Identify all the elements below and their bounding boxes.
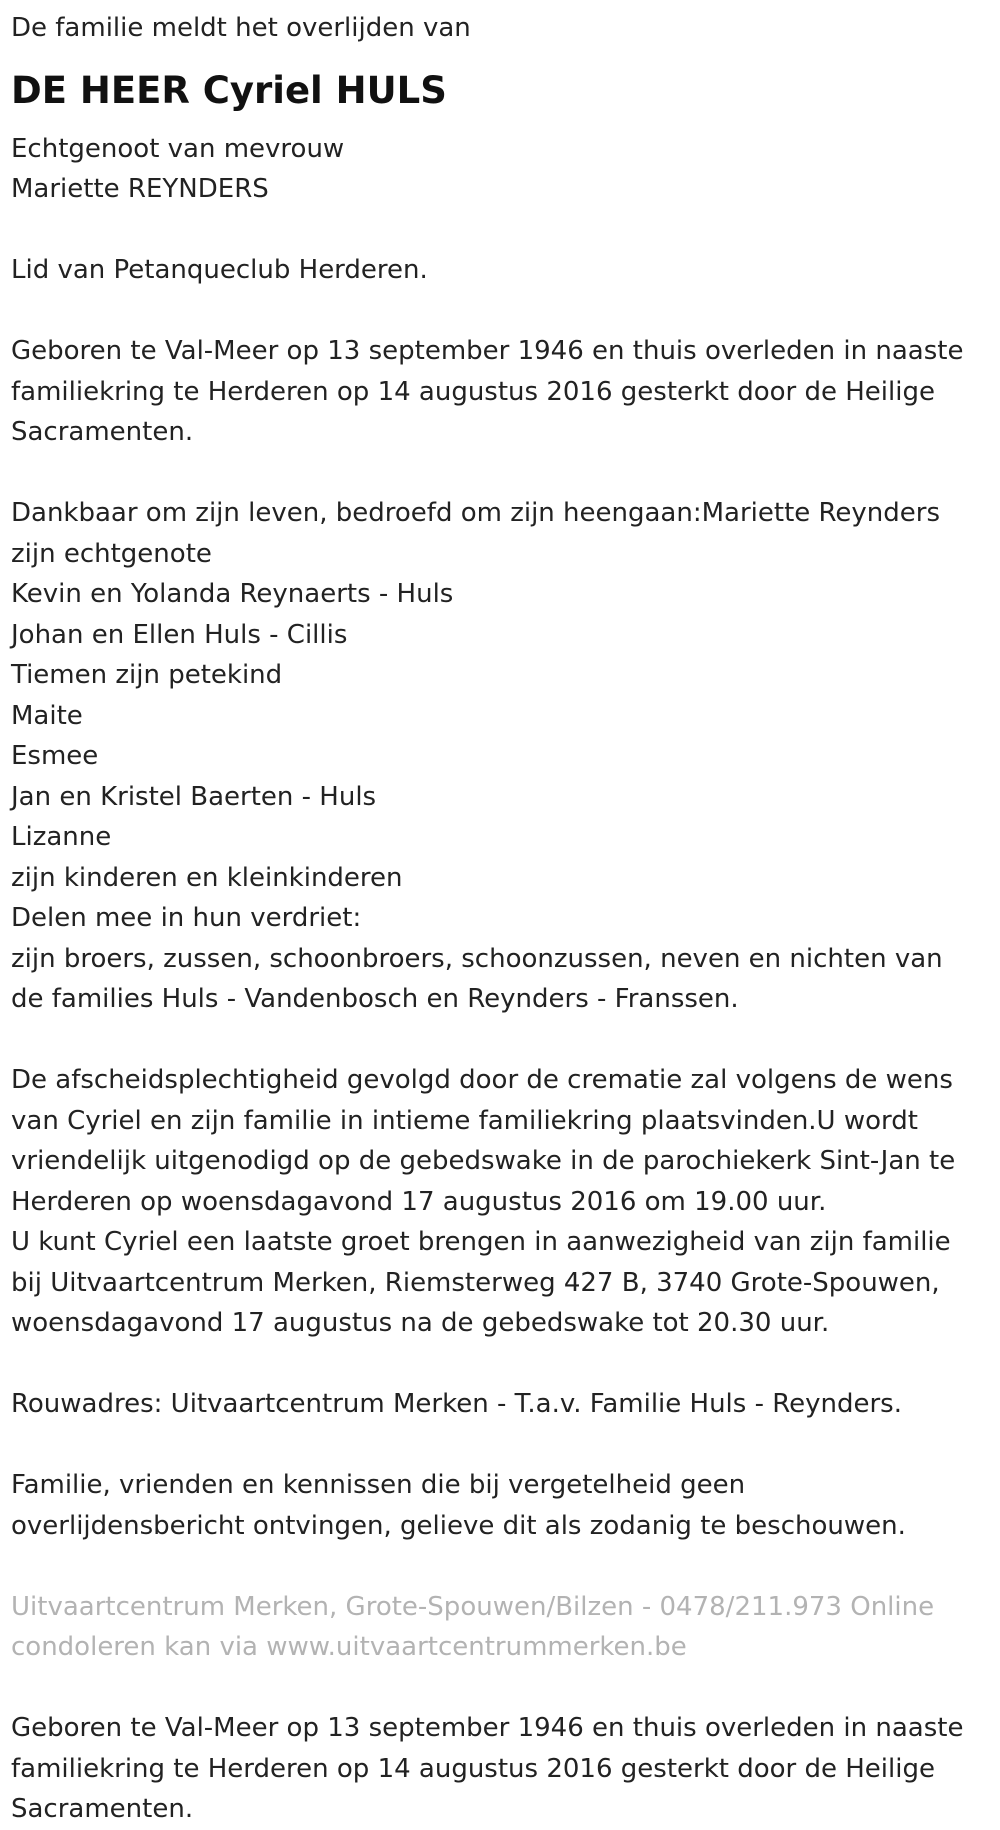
ceremony-line: woensdagavond 17 augustus na de gebedswake tot 20.30 uur.	[11, 1308, 830, 1338]
birth-death-line: familiekring te Herderen op 14 augustus 2016 gesterkt door de Heilige	[11, 1753, 935, 1784]
birth-death-line: Geboren te Val-Meer op 13 september 1946 en thuis overleden in naaste	[11, 336, 964, 366]
intro-text: De familie meldt het overlijden van	[11, 13, 471, 43]
mourning-address: Rouwadres: Uitvaartcentrum Merken - T.a.v. Familie Huls - Reynders.	[11, 1389, 902, 1419]
spacer	[11, 453, 989, 494]
deceased-name: DE HEER Cyriel HULS	[11, 68, 447, 112]
family-line: zijn echtgenote	[11, 538, 212, 569]
footer-line: Uitvaartcentrum Merken, Grote-Spouwen/Bilzen - 0478/211.973 Online	[11, 1591, 935, 1622]
family-line: de families Huls - Vandenbosch en Reynders - Franssen.	[11, 984, 739, 1014]
spouse-block	[11, 129, 989, 210]
spacer	[11, 1020, 989, 1061]
birth-death-block	[11, 331, 989, 453]
spacer	[11, 291, 989, 332]
family-line: zijn broers, zussen, schoonbroers, schoonzussen, neven en nichten van	[11, 943, 943, 974]
funeral-home-footer	[11, 1587, 989, 1668]
ceremony-line: vriendelijk uitgenodigd op de gebedswake in de parochiekerk Sint-Jan te	[11, 1146, 956, 1176]
ceremony-line: De afscheidsplechtigheid gevolgd door de crematie zal volgens de wens	[11, 1065, 953, 1095]
spacer	[11, 1546, 989, 1587]
spacer	[11, 210, 989, 251]
birth-death-repeat-block	[11, 1708, 989, 1830]
ceremony-line: bij Uitvaartcentrum Merken, Riemsterweg 427 B, 3740 Grote-Spouwen,	[11, 1267, 940, 1298]
ceremony-block	[11, 1060, 989, 1344]
ceremony-line: van Cyriel en zijn familie in intieme familiekring plaatsvinden.U wordt	[11, 1105, 918, 1136]
family-line: Maite	[11, 700, 83, 731]
membership-text: Lid van Petanqueclub Herderen.	[11, 255, 428, 285]
notice-block	[11, 1465, 989, 1546]
family-line: Dankbaar om zijn leven, bedroefd om zijn heengaan:Mariette Reynders	[11, 498, 941, 528]
footer-line: condoleren kan via www.uitvaartcentrummerken.be	[11, 1632, 687, 1662]
notice-line: overlijdensbericht ontvingen, gelieve dit als zodanig te beschouwen.	[11, 1510, 906, 1541]
ceremony-line: Herderen op woensdagavond 17 augustus 2016 om 19.00 uur.	[11, 1186, 827, 1217]
birth-death-line: Geboren te Val-Meer op 13 september 1946 en thuis overleden in naaste	[11, 1713, 964, 1743]
family-line: zijn kinderen en kleinkinderen	[11, 862, 403, 893]
family-line: Tiemen zijn petekind	[11, 660, 283, 690]
spouse-line: Mariette REYNDERS	[11, 174, 269, 204]
family-line: Delen mee in hun verdriet:	[11, 903, 362, 933]
family-line: Jan en Kristel Baerten - Huls	[11, 781, 377, 812]
spacer	[11, 1344, 989, 1385]
spacer	[11, 1668, 989, 1709]
ceremony-line: U kunt Cyriel een laatste groet brengen in aanwezigheid van zijn familie	[11, 1227, 951, 1257]
family-line: Esmee	[11, 741, 99, 771]
family-line: Lizanne	[11, 822, 112, 852]
family-line: Johan en Ellen Huls - Cillis	[11, 619, 348, 650]
spouse-line: Echtgenoot van mevrouw	[11, 133, 345, 164]
birth-death-line: Sacramenten.	[11, 1794, 194, 1824]
birth-death-line: Sacramenten.	[11, 417, 194, 447]
spacer	[11, 1425, 989, 1466]
notice-line: Familie, vrienden en kennissen die bij vergetelheid geen	[11, 1470, 746, 1500]
family-line: Kevin en Yolanda Reynaerts - Huls	[11, 579, 454, 609]
birth-death-line: familiekring te Herderen op 14 augustus 2016 gesterkt door de Heilige	[11, 376, 935, 407]
family-block	[11, 493, 989, 1020]
